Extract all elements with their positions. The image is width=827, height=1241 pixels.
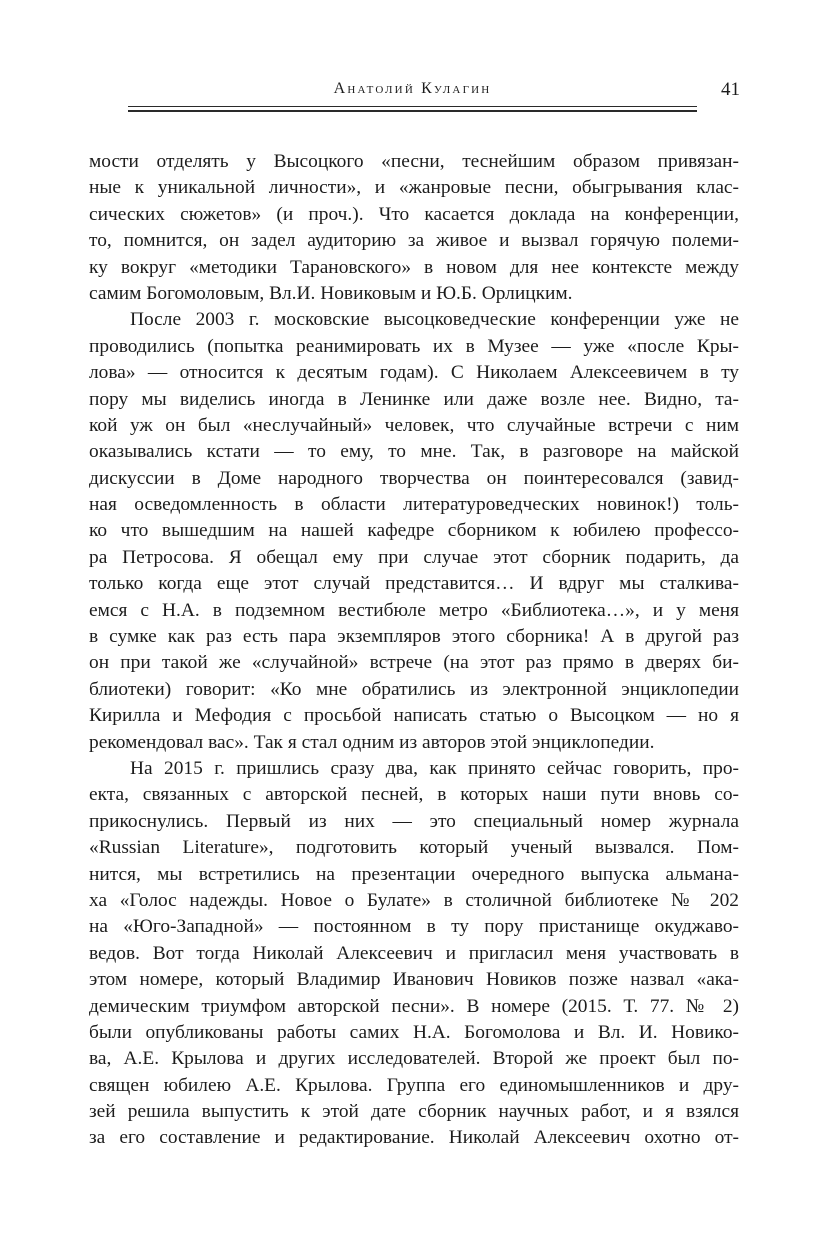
text-line: демическим триумфом авторской песни». В номере (2015. Т. 77. № 2) [89, 995, 739, 1017]
text-line: екта, связанных с авторской песней, в которых наши пути вновь со- [89, 784, 739, 806]
text-line: кой уж он был «неслучайный» человек, что случайные встречи с ним [89, 414, 739, 436]
text-line: После 2003 г. московские высоцковедческие конференции уже не [130, 309, 739, 331]
text-line: нится, мы встретились на презентации очередного выпуска альмана- [89, 863, 739, 885]
text-line: сических сюжетов» (и проч.). Что касается доклада на конференции, [89, 203, 739, 225]
text-line: дискуссии в Доме народного творчества он поинтересовался (завид- [89, 467, 739, 489]
text-line: ные к уникальной личности», и «жанровые песни, обыгрывания клас- [89, 177, 739, 199]
text-line: Кирилла и Мефодия с просьбой написать статью о Высоцком — но я [89, 705, 739, 727]
text-line: ная осведомленность в области литературоведческих новинок!) толь- [89, 494, 739, 516]
header-rule-thin [128, 106, 697, 107]
text-line: были опубликованы работы самих Н.А. Богомолова и Вл. И. Новико- [89, 1021, 739, 1043]
body-text [89, 149, 739, 1152]
text-line: ку вокруг «методики Тарановского» в новом для нее контексте между [89, 256, 739, 278]
text-line: ведов. Вот тогда Николай Алексеевич и пригласил меня участвовать в [89, 942, 739, 964]
text-line: прикоснулись. Первый из них — это специальный номер журнала [89, 810, 739, 832]
text-line: в сумке как раз есть пара экземпляров этого сборника! А в другой раз [89, 626, 739, 648]
text-line: емся с Н.А. в подземном вестибюле метро «Библиотека…», и у меня [89, 599, 739, 621]
text-line: этом номере, который Владимир Иванович Новиков позже назвал «ака- [89, 969, 739, 991]
text-line: ко что вышедшим на нашей кафедре сборником к юбилею профессо- [89, 520, 739, 542]
text-line: он при такой же «случайной» встрече (на этот раз прямо в дверях би- [89, 652, 739, 674]
text-line: «Russian Literature», подготовить который ученый вызвался. Пом- [89, 837, 739, 859]
text-line: рекомендовал вас». Так я стал одним из авторов этой энциклопедии. [89, 731, 655, 753]
text-line: только когда еще этот случай представится… И вдруг мы сталкива- [89, 573, 739, 595]
text-line: пору мы виделись иногда в Ленинке или даже возле нее. Видно, та- [89, 388, 739, 410]
header-rule-thick [128, 110, 697, 112]
text-line: священ юбилею А.Е. Крылова. Группа его единомышленников и дру- [89, 1074, 739, 1096]
text-line: то, помнится, он задел аудиторию за живое и вызвал горячую полеми- [89, 230, 739, 252]
text-line: лова» — относится к десятым годам). С Николаем Алексеевичем в ту [89, 362, 739, 384]
text-line: на «Юго-Западной» — постоянном в ту пору пристанище окуджаво- [89, 916, 739, 938]
running-head [128, 80, 697, 102]
text-line: проводились (попытка реанимировать их в Музее — уже «после Кры- [89, 335, 739, 357]
text-line: ва, А.Е. Крылова и других исследователей. Второй же проект был по- [89, 1048, 739, 1070]
page-number: 41 [721, 79, 740, 100]
text-line: На 2015 г. пришлись сразу два, как принято сейчас говорить, про- [130, 757, 739, 779]
text-line: оказывались кстати — то ему, то мне. Так, в разговоре на майской [89, 441, 739, 463]
text-line: за его составление и редактирование. Николай Алексеевич охотно от- [89, 1127, 739, 1149]
text-line: зей решила выпустить к этой дате сборник научных работ, и я взялся [89, 1101, 739, 1123]
text-line: самим Богомоловым, Вл.И. Новиковым и Ю.Б. Орлицким. [89, 282, 573, 304]
text-line: ха «Голос надежды. Новое о Булате» в столичной библиотеке № 202 [89, 889, 739, 911]
running-head-author: Анатолий Кулагин [333, 80, 492, 97]
text-line: ра Петросова. Я обещал ему при случае этот сборник подарить, да [89, 546, 739, 568]
text-line: мости отделять у Высоцкого «песни, теснейшим образом привязан- [89, 151, 739, 172]
text-line: блиотеки) говорит: «Ко мне обратились из электронной энциклопедии [89, 678, 739, 700]
